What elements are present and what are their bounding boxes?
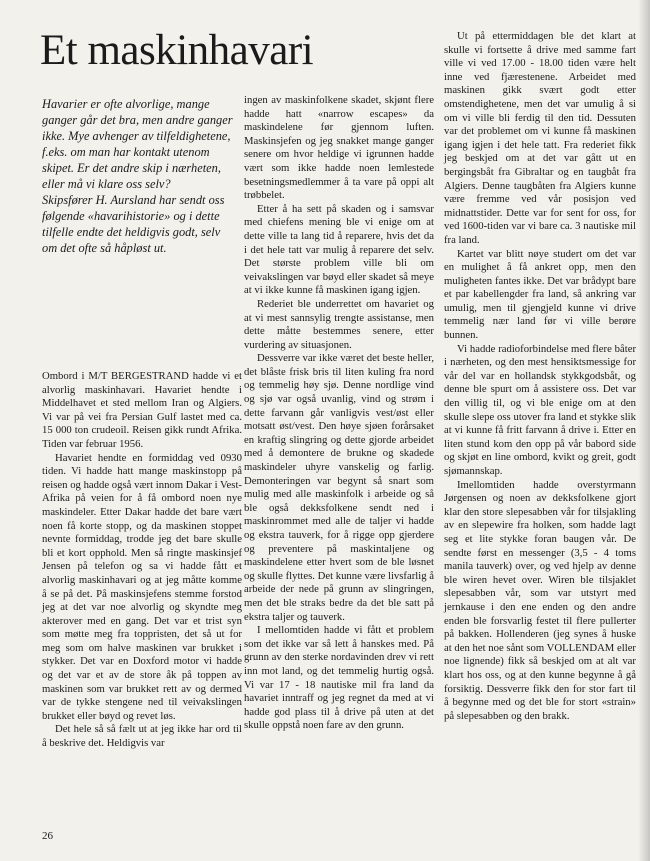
intro-paragraph: Havarier er ofte alvorlige, mange ganger går det bra, men andre ganger ikke. Mye avhenger av tilfeldighetene, f.eks. om man har kontakt utenom skipet. Er det andre skip i nærheten, eller må vi klare oss selv?	[42, 97, 233, 191]
body-paragraph: Kartet var blitt nøye studert om det var en mulighet å få ankret opp, men den muligheten fantes ikke. Det var brådypt bare et par kabellengder fra land, så ankring var umulig, men til gjengjeld kunne vi drive temmelig nær land før vi ville berøre bunnen.	[444, 247, 636, 342]
body-paragraph: Imellomtiden hadde overstyrmann Jørgensen og noen av dekksfolkene gjort klar den store slepesabben vår for tilsjakling av en slepewire fra holken, som hadde lagt seg et lite stykke foran baugen vår. De sendte først en messenger (3,5 - 4 toms manila tauverk) over, og ved hjelp av denne ble wiren hevet over. Wiren ble tilsjaklet slepesabben vår, som var utstyrt med jernkause i den ene enden og den andre enden ble forsvarlig festet til flere pullerter på bakken. Hollenderen (jeg synes å huske at den het noe sånt som VOLLENDAM eller noe lignende) fikk så beskjed om at alt var klart hos oss, og at den kunne begynne å gå forsiktig. Dessverre fikk den for stor fart til å begynne med og det ble for stort «strain» på slepesabben og den brakk.	[444, 478, 636, 722]
text-column-3	[444, 30, 636, 723]
body-paragraph: Vi hadde radioforbindelse med flere båter i nærheten, og den mest hensiktsmessige for vår del var en hollandsk stykkgodsbåt, og denne ble spurt om å assistere oss. Det var den villig til, og vi ble enige om at den skulle slepe oss utover fra land et stykke slik at vi kunne få fritt farvann å drive i. Etter en liten stund kom den opp på vår babord side og skjøt en line ombord, kvikt og greit, godt sjømannskap.	[444, 342, 636, 477]
binding-shadow	[638, 0, 650, 861]
text-column-2	[244, 94, 434, 733]
page-number: 26	[42, 830, 53, 842]
body-paragraph: ingen av maskinfolkene skadet, skjønt flere hadde hatt «narrow escapes» da maskindelene før gjennom luften. Maskinsjefen og jeg snakket mange ganger senere om hvor heldige vi igrunnen hadde vært som ikke hadde noen lemlestede besetningsmedlemmer å ta vare på oppi alt trøbbelet.	[244, 94, 434, 202]
body-paragraph: Ombord i M/T BERGESTRAND hadde vi et alvorlig maskinhavari. Havariet hendte i Middelhavet et sted mellom Iran og Algiers. Vi var på vei fra Persian Gulf lastet med ca. 15 000 ton crudeoil. Reisen gikk rundt Afrika. Tiden var februar 1956.	[42, 370, 242, 450]
body-paragraph: Havariet hendte en formiddag ved 0930 tiden. Vi hadde hatt mange maskinstopp på reisen og hadde også vært innom Dakar i Vest-Afrika på veien for å få ombord noen nye maskindeler. Etter Dakar hadde det bare vært noen få korte stopp, og da maskinen stoppet nevnte formiddag, trodde jeg det bare skulle bli et kort opphold. Men så ringte maskinsjef Jensen på telefon og sa vi hadde fått et alvorlig maskinhavari og at jeg måtte komme å se på det. På maskinsjefens stemme forstod jeg at det var noe alvorlig og skyndte meg akterover med en gang. Det var et trist syn som møtte meg fra toppristen, det så ut for meg som om halve maskinen var brukket i stykker. Det var en Doxford motor vi hadde og det var et av de store åk på toppen av maskinen som var brukket rett av og dermed var de tykke stengene ned til veivakslingen brukket eller bøyd og revet løs.	[42, 451, 242, 722]
body-paragraph: Ut på ettermiddagen ble det klart at skulle vi fortsette å drive med samme fart ville vi ved 17.00 - 18.00 tiden være helt inne ved fjærestenene. Arbeidet med maskinen gikk svært godt etter omstendighetene, men det var umulig å si om vi ville bli ferdig til den tid. Dessuten var det problemet om vi kunne få maskinen igang igjen i det hele tatt. Fra rederiet fikk jeg beskjed om at det var gått ut en bergingsbåt fra Gibraltar og en taugbåt fra Algiers. Denne taugbåten fra Algiers kunne være fremme ved vår posisjon ved midnattstider. Dette var for sent for oss, for ved 1600-tiden var vi bare ca. 3 nautiske mil fra land.	[444, 30, 636, 246]
body-paragraph: Rederiet ble underrettet om havariet og at vi mest sannsylig trengte assistanse, men dette måtte bestemmes senere, etter vurdering av situasjonen.	[244, 297, 434, 351]
intro-paragraph: Skipsfører H. Aursland har sendt oss følgende «havarihistorie» og i dette tilfelle endte det heldigvis godt, selv om det ofte så håpløst ut.	[42, 193, 225, 255]
body-paragraph: Etter å ha sett på skaden og i samsvar med chiefens mening ble vi enige om at dette ville ta lang tid å reparere, hvis det da i det hele tatt var mulig å reparere det selv. Det største problem ville bli om veivakslingen var bøyd eller skadet så meye at vi ikke kunne få maskinen igang igjen.	[244, 202, 434, 297]
body-paragraph: Dessverre var ikke været det beste heller, det blåste frisk bris til liten kuling fra nord og temmelig høy sjø. Denne nordlige vind og sjø var også uvanlig, vind og strøm i dette farvann går vanligvis vest/øst eller motsatt øst/vest. Den høye sjøen forårsaket en kraftig slingring og dette gjorde arbeidet med å demontere de brukne og skadede maskindeler uhyre vanskelig og farlig. Demonteringen var begynt så snart som mulig med alle maskinfolk i arbeide og så ble også dekksfolkene sendt ned i maskinrommet med alle de taljer vi hadde og ekstra tauverk, for å rigge opp gjerdere og preventere på maskintaljene og maskindelene etter hvert som de ble løsnet og skulle flyttes. Det kunne være livsfarlig å arbeide der nede på grunn av slingringen, men det ble straks bedre da det ble satt på ekstra taljer og tauverk.	[244, 352, 434, 623]
article-intro	[42, 96, 238, 256]
body-paragraph: Det hele så så fælt ut at jeg ikke har ord til å beskrive det. Heldigvis var	[42, 723, 242, 750]
article-title: Et maskinhavari	[40, 27, 314, 74]
body-paragraph: I mellomtiden hadde vi fått et problem som det ikke var så lett å hanskes med. På grunn av den sterke nordavinden drev vi rett inn mot land, og det temmelig hurtig også. Vi var 17 - 18 nautiske mil fra land da havariet inntraff og jeg regnet da med at vi hadde god plass til å drive på uten at det skulle oppstå noen fare av den grunn.	[244, 624, 434, 732]
text-column-1	[42, 370, 242, 751]
